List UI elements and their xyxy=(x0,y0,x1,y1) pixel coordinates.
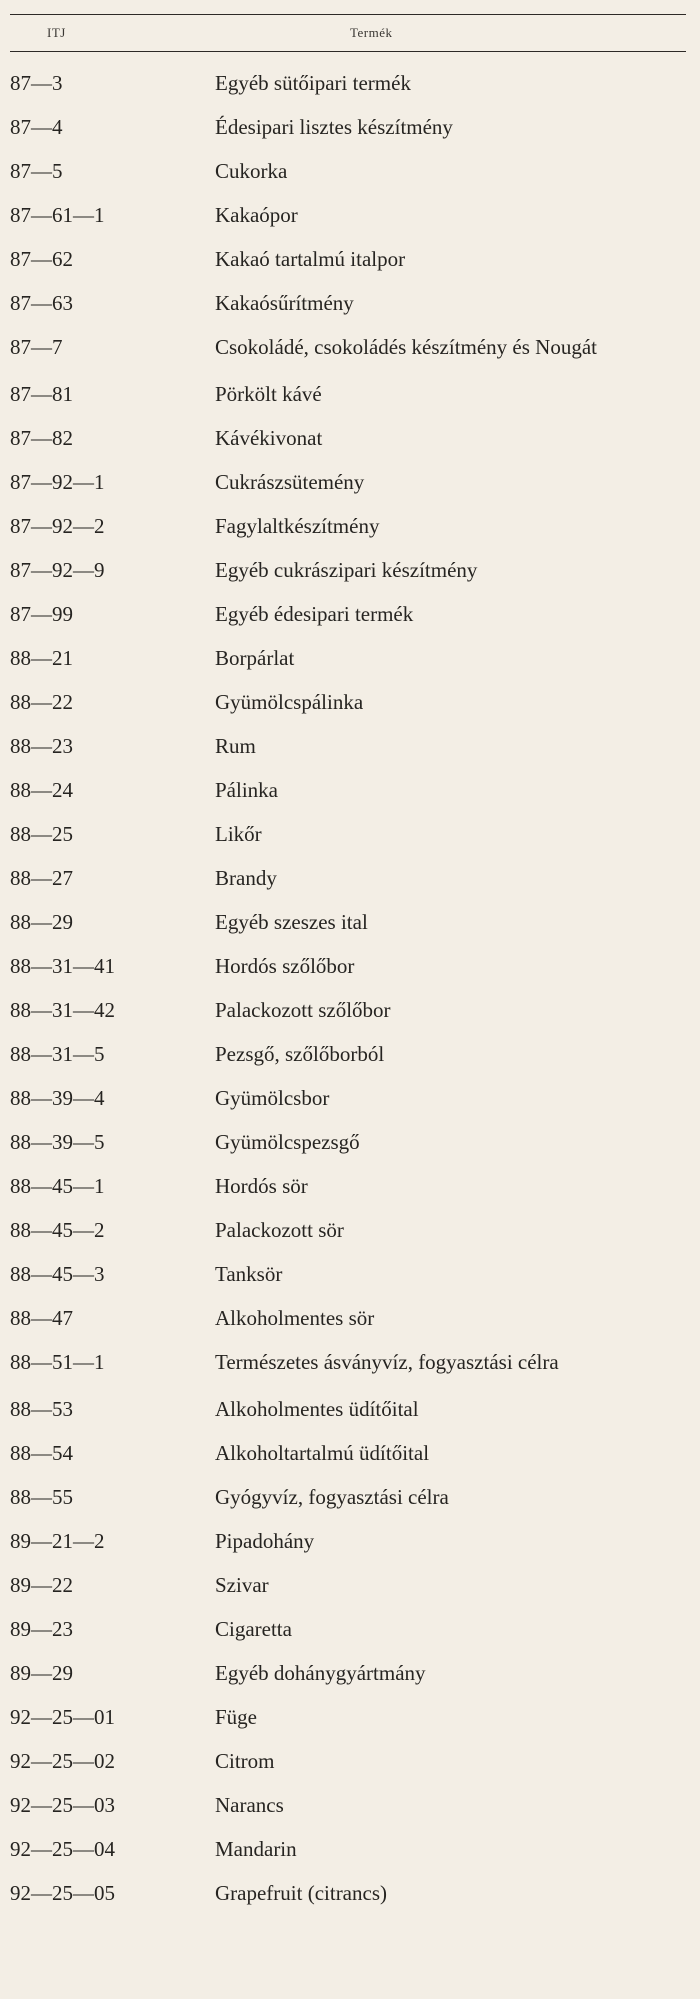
product-table xyxy=(10,14,686,1907)
product-name: Egyéb sütőipari termék xyxy=(215,71,411,95)
product-code: 88—54 xyxy=(10,1441,73,1465)
product-name: Palackozott szőlőbor xyxy=(215,998,391,1022)
table-row xyxy=(10,688,686,716)
table-row xyxy=(10,556,686,584)
product-name: Grapefruit (citrancs) xyxy=(215,1881,387,1905)
product-name: Alkoholtartalmú üdítőital xyxy=(215,1441,430,1465)
product-code: 87—92—1 xyxy=(10,470,105,494)
table-row xyxy=(10,1527,686,1555)
product-code: 88—21 xyxy=(10,646,73,670)
product-name: Narancs xyxy=(215,1793,284,1817)
table-row xyxy=(10,732,686,760)
product-code: 88—55 xyxy=(10,1485,73,1509)
product-name: Gyümölcspezsgő xyxy=(215,1130,360,1154)
table-row xyxy=(10,1304,686,1332)
table-row xyxy=(10,952,686,980)
table-row xyxy=(10,1483,686,1511)
product-name: Édesipari lisztes készítmény xyxy=(215,115,453,139)
table-row xyxy=(10,468,686,496)
product-name: Palackozott sör xyxy=(215,1218,344,1242)
product-name: Rum xyxy=(215,734,256,758)
product-code: 87—92—2 xyxy=(10,514,105,538)
product-code: 89—22 xyxy=(10,1573,73,1597)
product-code: 88—45—2 xyxy=(10,1218,105,1242)
table-row xyxy=(10,1172,686,1200)
product-name: Természetes ásványvíz, fogyasztási célra xyxy=(215,1350,559,1374)
table-row xyxy=(10,1260,686,1288)
product-code: 87—62 xyxy=(10,247,73,271)
table-row xyxy=(10,1216,686,1244)
product-code: 89—23 xyxy=(10,1617,73,1641)
table-row xyxy=(10,1659,686,1687)
table-row xyxy=(10,1128,686,1156)
product-name: Pezsgő, szőlőborból xyxy=(215,1042,385,1066)
table-row xyxy=(10,201,686,229)
header-rule xyxy=(10,51,686,52)
product-name: Szivar xyxy=(215,1573,269,1597)
product-code: 88—53 xyxy=(10,1397,73,1421)
product-code: 88—25 xyxy=(10,822,73,846)
product-code: 87—99 xyxy=(10,602,73,626)
product-code: 88—31—42 xyxy=(10,998,115,1022)
table-row xyxy=(10,1879,686,1907)
product-code: 92—25—05 xyxy=(10,1881,115,1905)
product-name: Hordós szőlőbor xyxy=(215,954,355,978)
product-name: Likőr xyxy=(215,822,262,846)
table-body xyxy=(10,69,686,1907)
header-code: ITJ xyxy=(47,25,66,40)
product-name: Fagylaltkészítmény xyxy=(215,514,380,538)
product-code: 87—5 xyxy=(10,159,63,183)
table-header xyxy=(10,15,686,51)
table-row xyxy=(10,424,686,452)
product-name: Gyógyvíz, fogyasztási célra xyxy=(215,1485,449,1509)
product-code: 88—22 xyxy=(10,690,73,714)
header-name: Termék xyxy=(350,25,393,40)
table-row xyxy=(10,1040,686,1068)
product-name: Gyümölcspálinka xyxy=(215,690,364,714)
table-row xyxy=(10,996,686,1024)
document-page xyxy=(0,14,700,1999)
table-row xyxy=(10,113,686,141)
product-code: 87—7 xyxy=(10,335,63,359)
product-code: 87—61—1 xyxy=(10,203,105,227)
table-row xyxy=(10,600,686,628)
product-name: Cigaretta xyxy=(215,1617,292,1641)
product-name: Egyéb cukrászipari készítmény xyxy=(215,558,478,582)
product-code: 87—82 xyxy=(10,426,73,450)
table-row xyxy=(10,776,686,804)
table-row xyxy=(10,644,686,672)
table-row xyxy=(10,820,686,848)
product-code: 87—81 xyxy=(10,382,73,406)
table-row xyxy=(10,1703,686,1731)
table-row xyxy=(10,1747,686,1775)
product-code: 88—39—4 xyxy=(10,1086,105,1110)
product-code: 88—31—5 xyxy=(10,1042,105,1066)
product-name: Tanksör xyxy=(215,1262,283,1286)
product-code: 88—47 xyxy=(10,1306,73,1330)
product-code: 87—4 xyxy=(10,115,63,139)
product-code: 92—25—01 xyxy=(10,1705,115,1729)
table-row xyxy=(10,245,686,273)
table-row xyxy=(10,333,686,364)
product-name: Egyéb édesipari termék xyxy=(215,602,414,626)
product-name: Cukorka xyxy=(215,159,288,183)
product-name: Mandarin xyxy=(215,1837,297,1861)
product-code: 92—25—04 xyxy=(10,1837,115,1861)
product-name: Kakaópor xyxy=(215,203,298,227)
product-code: 88—29 xyxy=(10,910,73,934)
product-code: 92—25—02 xyxy=(10,1749,115,1773)
product-name: Citrom xyxy=(215,1749,275,1773)
table-row xyxy=(10,1571,686,1599)
product-code: 87—3 xyxy=(10,71,63,95)
product-code: 88—51—1 xyxy=(10,1350,105,1374)
product-code: 88—31—41 xyxy=(10,954,115,978)
product-name: Hordós sör xyxy=(215,1174,308,1198)
product-name: Kakaó tartalmú italpor xyxy=(215,247,406,271)
table-row xyxy=(10,69,686,97)
product-name: Csokoládé, csokoládés készítmény és Nougát xyxy=(215,335,597,359)
product-name: Egyéb dohánygyártmány xyxy=(215,1661,426,1685)
product-code: 87—63 xyxy=(10,291,73,315)
product-code: 88—45—1 xyxy=(10,1174,105,1198)
table-row xyxy=(10,1395,686,1423)
table-row xyxy=(10,157,686,185)
product-name: Alkoholmentes üdítőital xyxy=(215,1397,419,1421)
product-name: Pipadohány xyxy=(215,1529,315,1553)
product-name: Pálinka xyxy=(215,778,278,802)
product-code: 89—29 xyxy=(10,1661,73,1685)
table-row xyxy=(10,1084,686,1112)
product-code: 88—27 xyxy=(10,866,73,890)
product-name: Egyéb szeszes ital xyxy=(215,910,368,934)
product-name: Kakaósűrítmény xyxy=(215,291,354,315)
product-name: Brandy xyxy=(215,866,277,890)
product-code: 88—39—5 xyxy=(10,1130,105,1154)
product-code: 88—23 xyxy=(10,734,73,758)
table-row xyxy=(10,908,686,936)
table-row xyxy=(10,512,686,540)
product-name: Alkoholmentes sör xyxy=(215,1306,375,1330)
product-name: Pörkölt kávé xyxy=(215,382,322,406)
product-code: 92—25—03 xyxy=(10,1793,115,1817)
product-name: Füge xyxy=(215,1705,257,1729)
table-row xyxy=(10,1835,686,1863)
product-code: 89—21—2 xyxy=(10,1529,105,1553)
product-name: Cukrászsütemény xyxy=(215,470,365,494)
product-name: Gyümölcsbor xyxy=(215,1086,330,1110)
table-row xyxy=(10,1439,686,1467)
product-code: 88—45—3 xyxy=(10,1262,105,1286)
table-row xyxy=(10,380,686,408)
table-row xyxy=(10,1615,686,1643)
product-name: Borpárlat xyxy=(215,646,295,670)
table-row xyxy=(10,864,686,892)
product-name: Kávékivonat xyxy=(215,426,323,450)
product-code: 88—24 xyxy=(10,778,73,802)
table-row xyxy=(10,1791,686,1819)
product-code: 87—92—9 xyxy=(10,558,105,582)
table-row xyxy=(10,289,686,317)
table-row xyxy=(10,1348,686,1379)
